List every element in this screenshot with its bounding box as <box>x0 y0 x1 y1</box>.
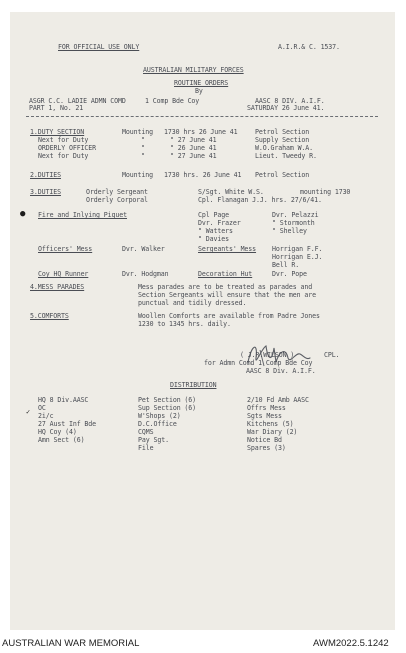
duties-2-section: Petrol Section <box>255 171 310 179</box>
official-use-heading: FOR OFFICIAL USE ONLY <box>58 43 140 51</box>
distribution-entry: W'Shops (2) <box>138 412 181 420</box>
runner-name: Dvr. Hodgman <box>122 270 169 278</box>
mess-parades-text: Section Sergeants will ensure that the men are <box>138 291 317 299</box>
sergeants-mess-orderly: Bell R. <box>272 261 300 269</box>
orderly-corporal-name: Cpl. Flanagan J.J. hrs. 27/6/41. <box>198 196 322 204</box>
orderly-sergeant-name: S/Sgt. White W.S. <box>198 188 264 196</box>
duty-mounting: Mounting <box>122 128 153 136</box>
distribution-entry: D.C.Office <box>138 420 177 428</box>
piquet-member: Dvr. Frazer <box>198 219 241 227</box>
signatory-rank: CPL. <box>324 351 340 359</box>
signatory-for-line: for Admn Comd 1 Comp Bde Coy <box>204 359 313 367</box>
issue-date: SATURDAY 26 June 41. <box>247 104 325 112</box>
margin-mark: ● <box>20 209 26 219</box>
orders-title: ROUTINE ORDERS <box>174 79 229 87</box>
header-divider <box>26 116 378 117</box>
piquet-member: Dvr. Pelazzi <box>272 211 319 219</box>
officers-mess-orderly: Dvr. Walker <box>122 245 165 253</box>
orderly-officer-ditto: " <box>141 144 145 152</box>
piquet-label: Fire and Inlying Piquet <box>38 211 128 219</box>
distribution-entry: Offrs Mess <box>247 404 286 412</box>
issuer-unit: 1 Comp Bde Coy <box>145 97 200 105</box>
orderly-sergeant-mounting: mounting 1730 <box>300 188 351 196</box>
piquet-member: Cpl Page <box>198 211 229 219</box>
distribution-entry: Pet Section (6) <box>138 396 197 404</box>
mess-parades-label: 4.MESS PARADES <box>30 283 85 291</box>
orderly-officer-time: " 26 June 41 <box>170 144 217 152</box>
duty-next-label: Next for Duty <box>38 136 89 144</box>
duty-next-ditto: " <box>141 136 145 144</box>
formation: AASC 8 DIV. A.I.F. <box>255 97 325 105</box>
officer-next-time: " 27 June 41 <box>170 152 217 160</box>
sergeants-mess-orderly: Horrigan E.J. <box>272 253 323 261</box>
duty-section-label: 1.DUTY SECTION <box>30 128 85 136</box>
distribution-entry: File <box>138 444 154 452</box>
issuer-line: ASGR C.C. LADIE ADMN COMD <box>29 97 126 105</box>
orderly-sergeant-role: Orderly Sergeant <box>86 188 148 196</box>
duty-next-time: " 27 June 41 <box>170 136 217 144</box>
duties-2-mounting: Mounting <box>122 171 153 179</box>
distribution-entry: Notice Bd <box>247 436 282 444</box>
duties-2-label: 2.DUTIES <box>30 171 61 179</box>
officers-mess-label: Officers' Mess <box>38 245 93 253</box>
sergeants-mess-label: Sergeants' Mess <box>198 245 257 253</box>
mess-parades-text: punctual and tidily dressed. <box>138 299 247 307</box>
signatory-name: ( J.R.WILSON ) <box>240 351 295 359</box>
officer-next-ditto: " <box>141 152 145 160</box>
distribution-entry: Pay Sgt. <box>138 436 169 444</box>
officer-next-label: Next for Duty <box>38 152 89 160</box>
distribution-entry: Kitchens (5) <box>247 420 294 428</box>
distribution-entry: CQMS <box>138 428 154 436</box>
distribution-title: DISTRIBUTION <box>170 381 217 389</box>
archive-footer <box>0 630 406 653</box>
duty-next-assignee: Supply Section <box>255 136 310 144</box>
distribution-entry: OC <box>38 404 46 412</box>
comforts-text: 1230 to 1345 hrs. daily. <box>138 320 231 328</box>
part-number: PART 1, No. 21 <box>29 104 84 112</box>
piquet-member: " Stormonth <box>272 219 315 227</box>
comforts-label: 5.COMFORTS <box>30 312 69 320</box>
distribution-entry: Sup Section (6) <box>138 404 197 412</box>
duty-assignee: Petrol Section <box>255 128 310 136</box>
piquet-member: " Watters <box>198 227 233 235</box>
signatory-unit: AASC 8 Div. A.I.F. <box>246 367 316 375</box>
distribution-entry: Amn Sect (6) <box>38 436 85 444</box>
orderly-officer-name: W.O.Graham W.A. <box>255 144 314 152</box>
document-page <box>10 12 395 630</box>
piquet-member: " Shelley <box>272 227 307 235</box>
sergeants-mess-orderly: Horrigan F.F. <box>272 245 323 253</box>
footer-institution: AUSTRALIAN WAR MEMORIAL <box>2 638 140 649</box>
comforts-text: Woollen Comforts are available from Padre Jones <box>138 312 320 320</box>
decoration-hut-name: Dvr. Pope <box>272 270 307 278</box>
orderly-officer-label: ORDERLY OFFICER <box>38 144 97 152</box>
distribution-entry: HQ 8 Div.AASC <box>38 396 89 404</box>
distribution-entry: 2/10 Fd Amb AASC <box>247 396 309 404</box>
mess-parades-text: Mess parades are to be treated as parades and <box>138 283 313 291</box>
runner-label: Coy HQ Runner <box>38 270 89 278</box>
orderly-corporal-role: Orderly Corporal <box>86 196 148 204</box>
tick-mark: ✓ <box>26 408 31 416</box>
footer-catalogue-id: AWM2022.5.1242 <box>313 638 389 649</box>
piquet-member: " Davies <box>198 235 229 243</box>
decoration-hut-label: Decoration Hut <box>198 270 253 278</box>
document-reference: A.I.R.& C. 1537. <box>278 43 340 51</box>
duties-2-time: 1730 hrs. 26 June 41 <box>164 171 242 179</box>
distribution-entry: 27 Aust Inf Bde <box>38 420 97 428</box>
duty-time: 1730 hrs 26 June 41 <box>164 128 238 136</box>
distribution-entry: HQ Coy (4) <box>38 428 77 436</box>
duties-3-label: 3.DUTIES <box>30 188 61 196</box>
distribution-entry: 2i/c <box>38 412 54 420</box>
by-label: By <box>195 87 203 95</box>
forces-heading: AUSTRALIAN MILITARY FORCES <box>143 66 244 74</box>
distribution-entry: Sgts Mess <box>247 412 282 420</box>
distribution-entry: Spares (3) <box>247 444 286 452</box>
distribution-entry: War Diary (2) <box>247 428 298 436</box>
officer-next-name: Lieut. Tweedy R. <box>255 152 317 160</box>
